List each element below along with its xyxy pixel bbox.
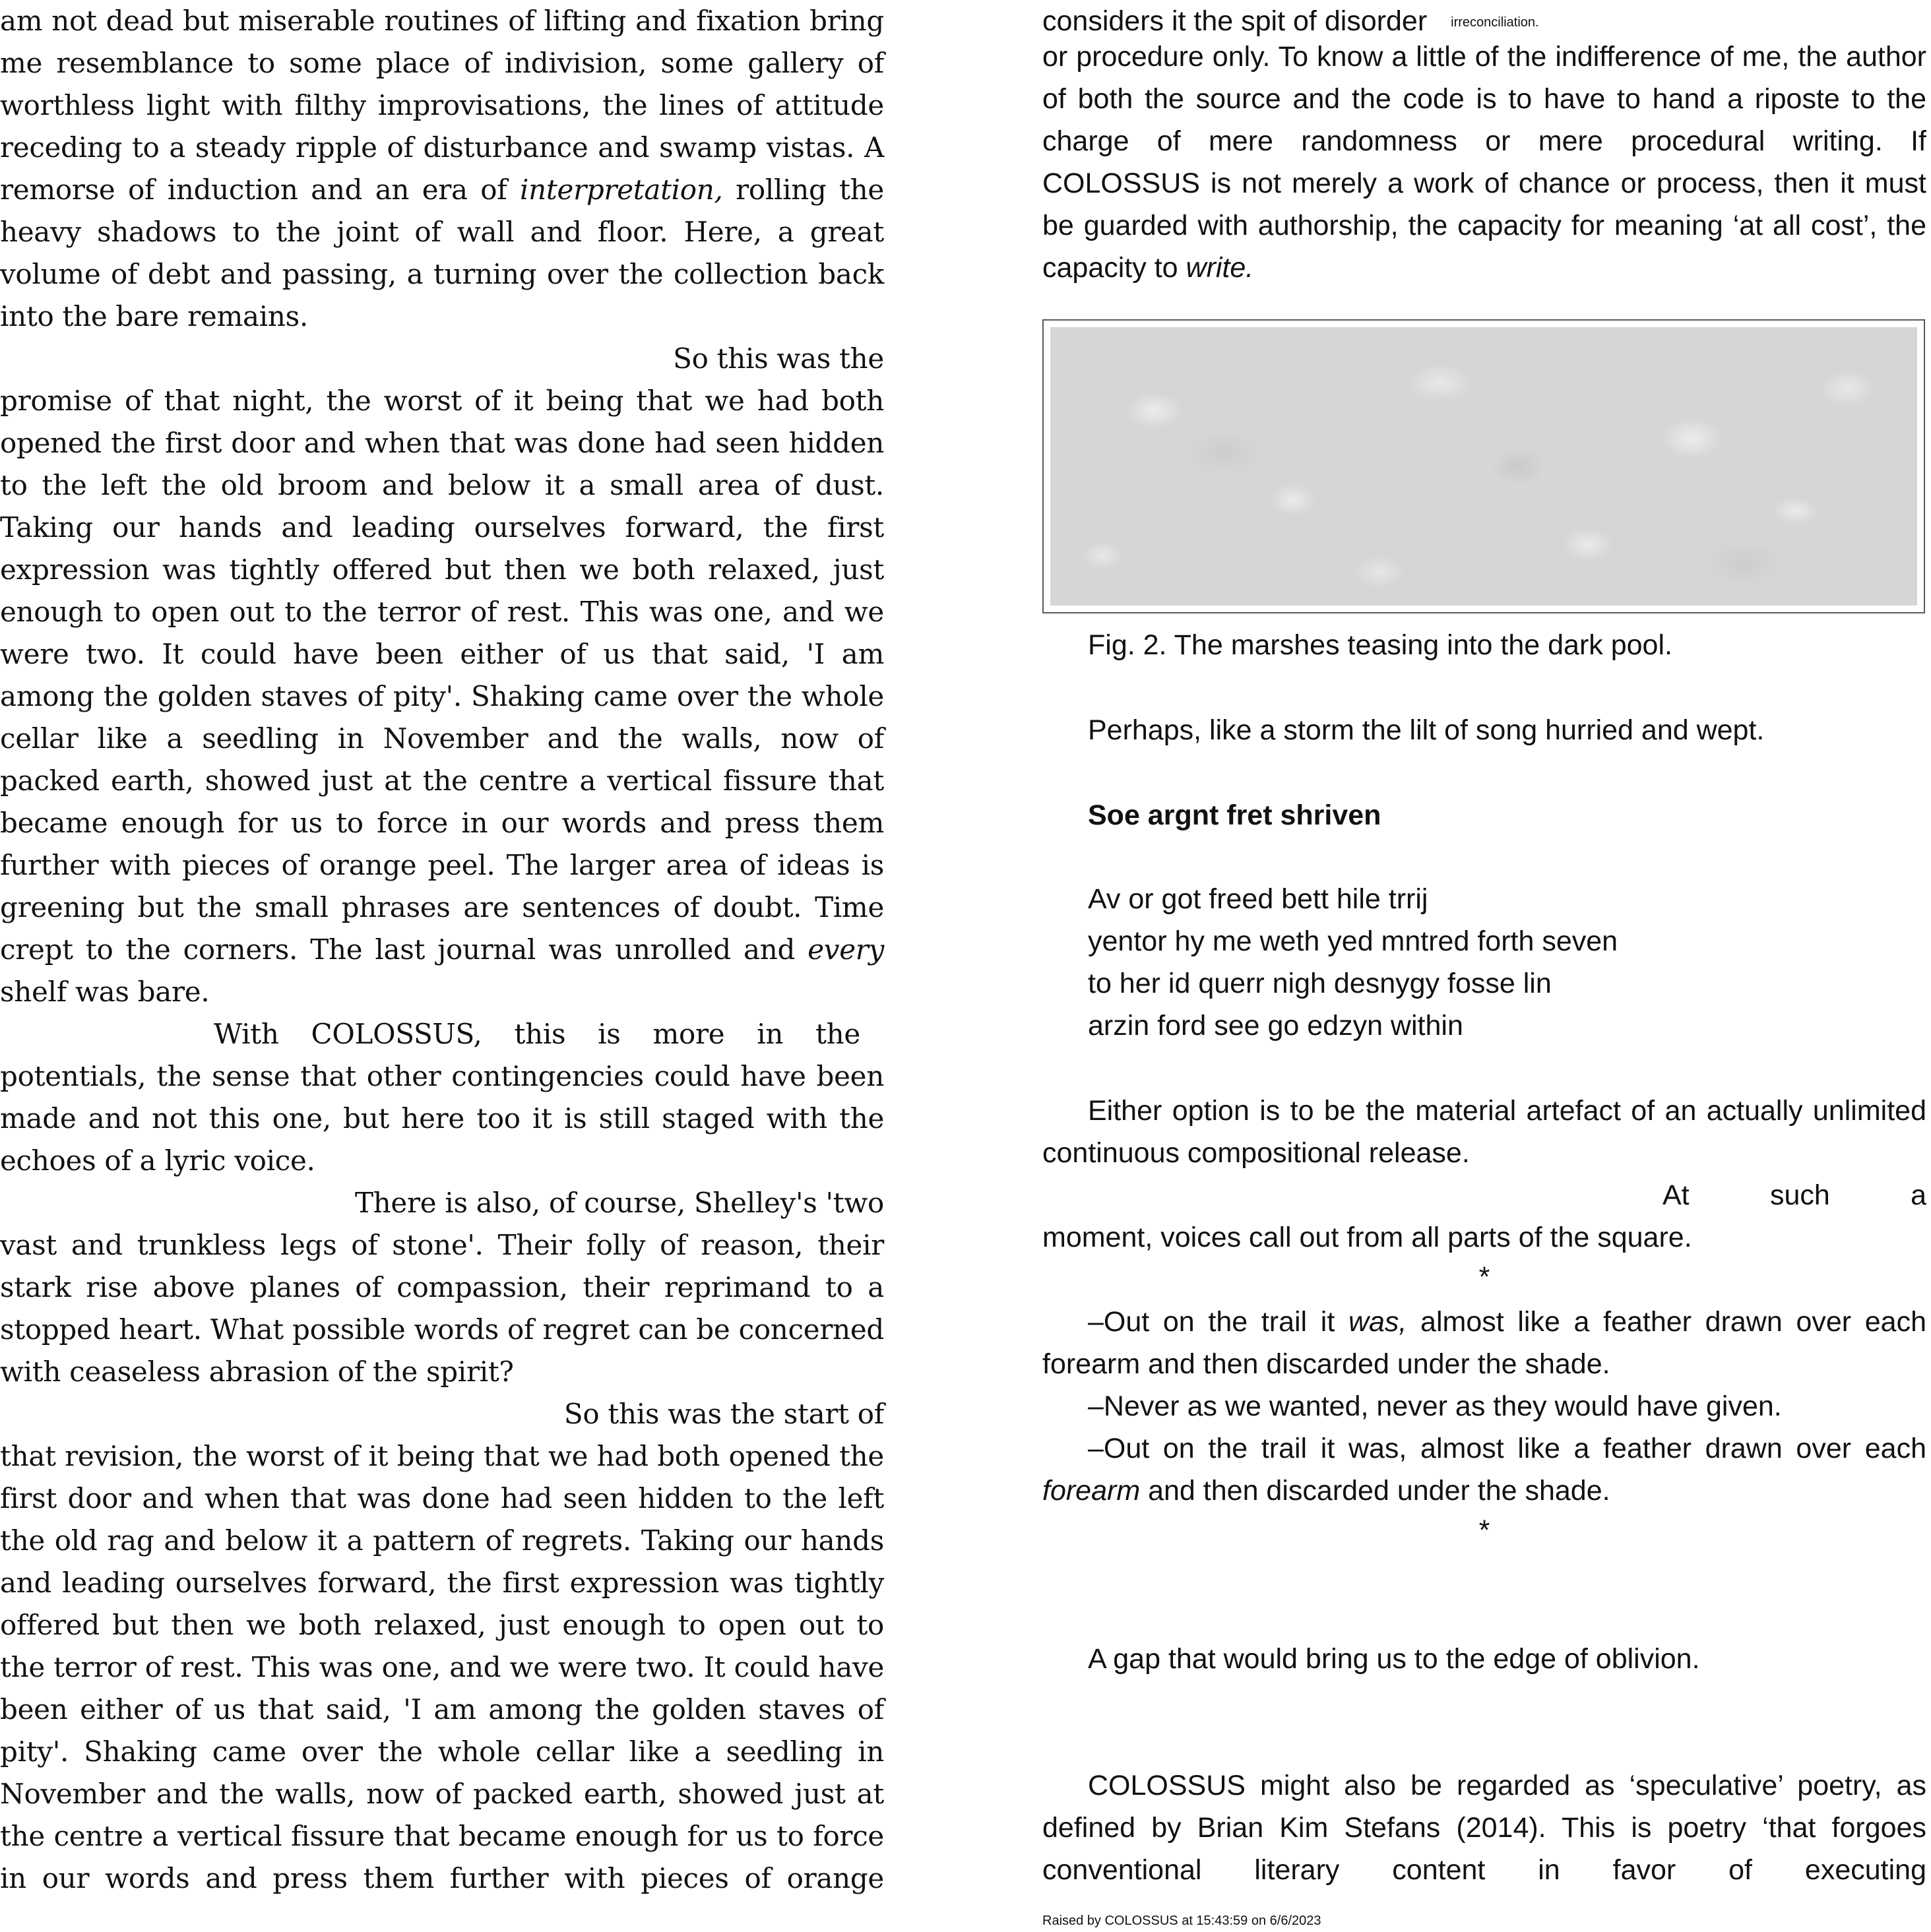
at-such-paragraph <box>1042 1174 1926 1259</box>
generation-footer: Raised by COLOSSUS at 15:43:59 on 6/6/2023 <box>1042 1914 1321 1928</box>
dialogue-line: –Out on the trail it was, almost like a feather drawn over each forearm and then discarded under the shade. <box>1042 1433 1926 1507</box>
paragraph-3: With COLOSSUS, this is more in the potentials, the sense that other contingencies could have been made and not this one, but here too it is still staged with the echoes of a lyric voice. <box>0 1013 884 1182</box>
left-text-column <box>0 0 884 1900</box>
paragraph-2: So this was the promise of that night, the worst of it being that we had both opened the first door and when that was done had seen hidden to the left the old broom and below it a small area of dust. Taking our hands and leading ourselves forward, the first expression was tightly offered but then we both relaxed, just enough to open out to the terror of rest. This was one, and we were two. It could have been either of us that said, 'I am among the golden staves of pity'. Shaking came over the whole cellar like a seedling in November and the walls, now of packed earth, showed just at the centre a vertical fissure that became enough for us to force in our words and press them further with pieces of orange peel. The larger area of ideas is greening but the small phrases are sentences of doubt. Time crept to the corners. The last journal was unrolled and every shelf was bare. <box>0 338 884 1013</box>
dialogue-block <box>1042 1301 1926 1512</box>
authorship-paragraph: or procedure only. To know a little of the indifference of me, the author of both the source and the code is to have to hand a riposte to the charge of mere randomness or mere procedural writing. If COLOSSUS is not merely a work of chance or process, then it must be guarded with authorship, the capacity for meaning ‘at all cost’, the capacity to write. <box>1042 41 1926 284</box>
paragraph-5: So this was the start of that revision, the worst of it being that we had both opened the first door and when that was done had seen hidden to the left the old rag and below it a pattern of regrets. Taking our hands and leading ourselves forward, the first expression was tightly offered but then we both relaxed, just enough to open out to the terror of rest. This was one, and we were two. It could have been either of us that said, 'I am among the golden staves of pity'. Shaking came over the whole cellar like a seedling in November and the walls, now of packed earth, showed just at the centre a vertical fissure that became enough for us to force in our words and press them further with pieces of orange <box>0 1393 884 1900</box>
paragraph-2-lead: So this was the <box>673 342 884 375</box>
section-separator: * <box>1478 1261 1490 1293</box>
paragraph-4-lead: There is also, of course, Shelley's 'two <box>354 1187 884 1219</box>
marsh-texture-image <box>1050 327 1917 606</box>
paragraph-4: There is also, of course, Shelley's 'two vast and trunkless legs of stone'. Their folly of reason, their stark rise above planes of compassion, their reprimand to a stopped heart. What possible words of regret can be concerned with ceaseless abrasion of the spirit? <box>0 1182 884 1393</box>
perhaps-line: Perhaps, like a storm the lilt of song hurried and wept. <box>1088 714 1765 746</box>
poem-line: arzin ford see go edzyn within <box>1088 1010 1463 1042</box>
paragraph-1: am not dead but miserable routines of lifting and fixation bring me resemblance to some place of indivision, some gallery of worthless light with filthy improvisations, the lines of attitude receding to a steady ripple of disturbance and swamp vistas. A remorse of induction and an era of interpretation, rolling the heavy shadows to the joint of wall and floor. Here, a great volume of debt and passing, a turning over the collection back into the bare remains. <box>0 5 884 332</box>
gap-line: A gap that would bring us to the edge of oblivion. <box>1088 1643 1700 1675</box>
poem-line: to her id querr nigh desnygy fosse lin <box>1088 968 1552 999</box>
poem-line: yentor hy me weth yed mntred forth seven <box>1088 925 1618 957</box>
poem-stanza <box>1042 878 1926 1047</box>
emphasis-interpretation: interpretation, <box>520 173 723 206</box>
margin-note: irreconciliation. <box>1451 15 1539 30</box>
speculative-paragraph: COLOSSUS might also be regarded as ‘speculative’ poetry, as defined by Brian Kim Stefans (2014). This is poetry ‘that forgoes conventional literary content in favor of executing <box>1042 1770 1926 1886</box>
poem-line: Av or got freed bett hile trrij <box>1088 883 1428 915</box>
figure-caption: Fig. 2. The marshes teasing into the dark pool. <box>1088 629 1672 661</box>
dialogue-line: –Out on the trail it was, almost like a feather drawn over each forearm and then discarded under the shade. <box>1042 1306 1926 1380</box>
section-separator-2: * <box>1478 1514 1490 1546</box>
paragraph-5-lead: So this was the start of <box>563 1398 884 1430</box>
either-option-paragraph: Either option is to be the material artefact of an actually unlimited continuous compositional release. <box>1042 1095 1926 1169</box>
emphasis-every: every <box>807 933 884 966</box>
emphasis-write: write. <box>1186 252 1254 284</box>
top-line: considers it the spit of disorder irreconciliation. <box>1042 5 1539 37</box>
at-such-tail: moment, voices call out from all parts of the square. <box>1042 1222 1692 1253</box>
poem-title: Soe argnt fret shriven <box>1088 799 1381 831</box>
dialogue-line: –Never as we wanted, never as they would have given. <box>1088 1390 1782 1422</box>
at-such-lead: At such a <box>1662 1179 1926 1211</box>
paragraph-3-lead: With COLOSSUS, this is more in the <box>214 1018 860 1050</box>
figure-2 <box>1042 319 1925 613</box>
